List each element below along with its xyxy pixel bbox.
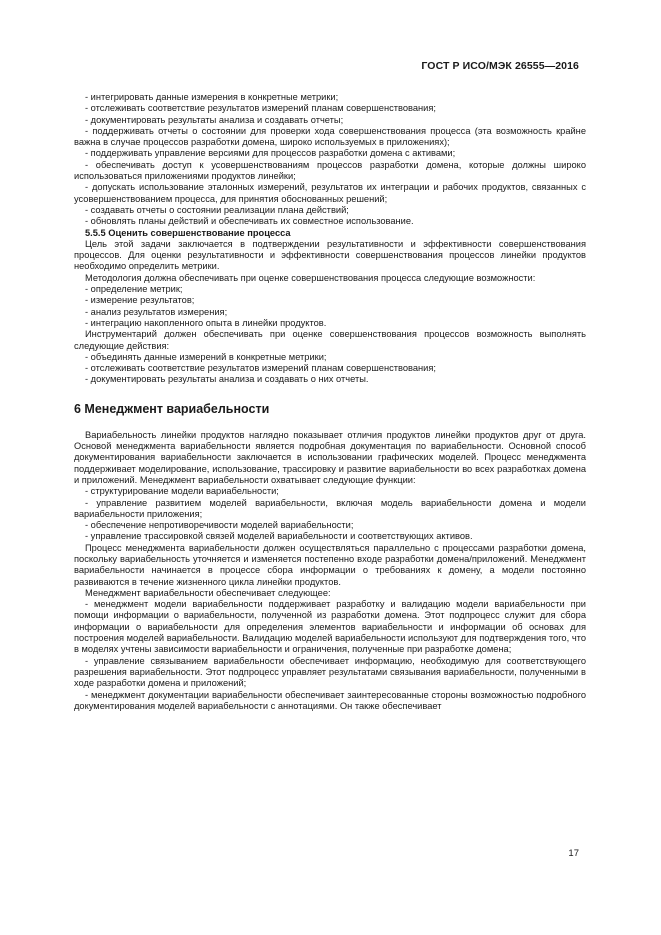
list-item: - отслеживать соответствие результатов измерений планам совершенствования;	[85, 103, 436, 114]
paragraph: Менеджмент вариабельности обеспечивает следующее:	[85, 587, 331, 598]
paragraph: Вариабельность линейки продуктов наглядно показывает отличия продуктов линейки продуктов друг от друга. Основой менеджмента вариабельности является подробная документация по вариабельности. Основной способ документирования вариабельности заключается в использовании графических моделей. Процесс менеджмента поддерживает моделирование, использование, трассировку и развитие вариабельности во всех разработках домена и приложений. Менеджмент вариабельности охватывает следующие функции:	[74, 429, 586, 485]
list-item: - документировать результаты анализа и создавать отчеты;	[85, 114, 344, 125]
page-number: 17	[568, 848, 579, 859]
list-item: - обновлять планы действий и обеспечивать их совместное использование.	[85, 216, 414, 227]
subsection-heading: 5.5.5 Оценить совершенствование процесса	[85, 227, 291, 238]
section-heading: 6 Менеджмент вариабельности	[74, 401, 270, 416]
list-item: - измерение результатов;	[85, 295, 195, 306]
list-item: - поддерживать отчеты о состоянии для проверки хода совершенствования процесса (эта возможность крайне важна в случае процессов разработки домена, широко используемых в приложениях);	[74, 125, 586, 148]
page-content	[74, 92, 586, 712]
paragraph: Инструментарий должен обеспечивать при оценке совершенствования процессов возможность выполнять следующие действия:	[74, 329, 586, 351]
list-item: - допускать использование эталонных измерений, результатов их интеграции и рабочих продуктов, связанных с усовершенствованием процесса, для принятия обоснованных решений;	[74, 182, 586, 204]
list-item: - определение метрик;	[85, 284, 183, 295]
list-item: - интеграцию накопленного опыта в линейки продуктов.	[85, 317, 327, 328]
list-item: - документировать результаты анализа и создавать о них отчеты.	[85, 374, 369, 385]
list-item: - интегрировать данные измерения в конкретные метрики;	[85, 92, 339, 102]
section-1-list	[74, 92, 586, 228]
list-item: - структурирование модели вариабельности;	[85, 486, 279, 497]
list-item: - управление связыванием вариабельности обеспечивает информацию, необходимую для соответствующего разрешения вариабельности. Этот подпроцесс управляет результатами связывания вариабельности, полученными в ходе разработки домена и приложений;	[74, 655, 586, 689]
list-item: - отслеживать соответствие результатов измерений планам совершенствования;	[85, 363, 436, 374]
list-item: - управление трассировкой связей моделей вариабельности и соответствующих активов.	[85, 531, 473, 542]
list-item: - анализ результатов измерения;	[85, 306, 228, 317]
list-item: - объединять данные измерений в конкретные метрики;	[85, 351, 327, 362]
list-item: - менеджмент документации вариабельности обеспечивает заинтересованные стороны возможностью подробного документирования моделей вариабельности с аннотациями. Он также обеспечивает	[74, 689, 586, 711]
document-header: ГОСТ Р ИСО/МЭК 26555—2016	[421, 60, 579, 72]
list-item: - создавать отчеты о состоянии реализации плана действий;	[85, 204, 349, 215]
list-item: - поддерживать управление версиями для процессов разработки домена с активами;	[85, 148, 456, 159]
paragraph: Процесс менеджмента вариабельности должен осуществляться параллельно с процессами разработки домена, поскольку вариабельность уточняется и изменяется постепенно входе разработки домена/приложений. Менеджмент вариабельности начинается в процессе сбора информации о требованиях к домену, а модели постоянно развиваются в течение жизненного цикла линейки продуктов.	[74, 542, 586, 587]
paragraph: Цель этой задачи заключается в подтверждении результативности и эффективности совершенствования процессов. Для оценки результативности и эффективности совершенствования процессов линейки продуктов необходимо определить метрики.	[74, 238, 586, 272]
list-item: - обеспечивать доступ к усовершенствованиям процессов разработки домена, которые должны широко использоваться приложениями продуктов линейки;	[74, 159, 586, 182]
list-item: - обеспечение непротиворечивости моделей вариабельности;	[85, 520, 354, 531]
paragraph: Методология должна обеспечивать при оценке совершенствования процесса следующие возможности:	[85, 272, 536, 283]
list-item: - менеджмент модели вариабельности поддерживает разработку и валидацию модели вариабельности при помощи информации о вариабельности, полученной из разработки домена. Этот подпроцесс служит для сбора информации о вариабельности для определения элементов вариабельности и информации об основах для построения моделей вариабельности. Валидацию моделей вариабельности используют для подтверждения того, что в моделях учтены зависимости вариабельности и ограничения, полученные при разработке домена;	[74, 599, 586, 655]
list-item: - управление развитием моделей вариабельности, включая модель вариабельности домена и модели вариабельности приложения;	[74, 497, 586, 519]
